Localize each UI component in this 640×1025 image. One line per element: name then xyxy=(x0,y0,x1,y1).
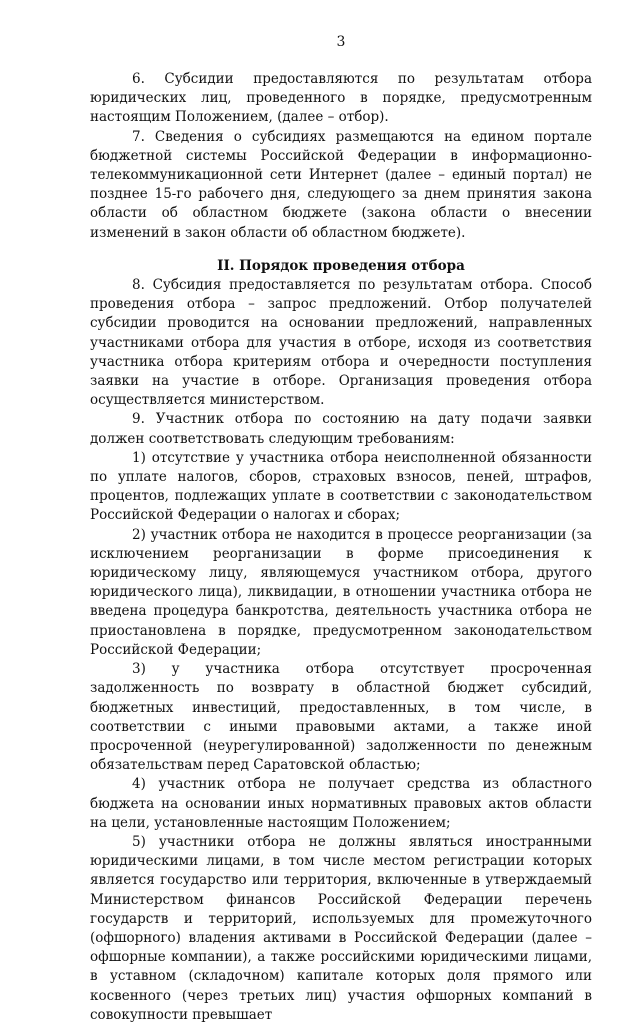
paragraph-7: 7. Сведения о субсидиях размещаются на едином портале бюджетной системы Российской Федерации в информационно-телекоммуникационной сети Интернет (далее – единый портал) не позднее 15-го рабочего дня, следующего за днем принятия закона области об областном бюджете (закона области о внесении изменений в закон области об областном бюджете). xyxy=(90,128,592,241)
requirement-2: 2) участник отбора не находится в процессе реорганизации (за исключением реорганизации в форме присоединения к юридическому лицу, являющемуся участником отбора, другого юридического лица), ликвидации, в отношении участника отбора не введена процедура банкротства, деятельность участника отбора не приостановлена в порядке, предусмотренном законодательством Российской Федерации; xyxy=(90,526,592,658)
page-number: 3 xyxy=(336,34,346,50)
paragraph-8: 8. Субсидия предоставляется по результатам отбора. Способ проведения отбора – запрос предложений. Отбор получателей субсидии проводится на основании предложений, направленных участниками отбора для участия в отборе, исходя из соответствия участника отбора критериям отбора и очередности поступления заявки на участие в отборе. Организация проведения отбора осуществляется министерством. xyxy=(90,277,592,409)
requirement-5: 5) участники отбора не должны являться иностранными юридическими лицами, в том числе местом регистрации которых является государство или территория, включенные в утверждаемый Министерством финансов Российской Федерации перечень государств и территорий, используемых для промежуточного (офшорного) владения активами в Российской Федерации (далее – офшорные компании), а также российскими юридическими лицами, в уставном (складочном) капитале которых доля прямого или косвенного (через третьих лиц) участия офшорных компаний в совокупности превышает xyxy=(90,833,592,1023)
requirement-1: 1) отсутствие у участника отбора неисполненной обязанности по уплате налогов, сборов, страховых взносов, пеней, штрафов, процентов, подлежащих уплате в соответствии с законодательством Российской Федерации о налогах и сборах; xyxy=(90,449,592,524)
requirement-4: 4) участник отбора не получает средства из областного бюджета на основании иных нормативных правовых актов области на цели, установленные настоящим Положением; xyxy=(90,776,592,831)
section-heading: II. Порядок проведения отбора xyxy=(217,257,465,274)
paragraph-6: 6. Субсидии предоставляются по результатам отбора юридических лиц, проведенного в порядке, предусмотренным настоящим Положением, (далее – отбор). xyxy=(90,71,592,126)
paragraph-9: 9. Участник отбора по состоянию на дату подачи заявки должен соответствовать следующим требованиям: xyxy=(90,411,592,447)
requirement-3: 3) у участника отбора отсутствует просроченная задолженность по возврату в областной бюджет субсидий, бюджетных инвестиций, предоставленных, в том числе, в соответствии с иными правовыми актами, а также иной просроченной (неурегулированной) задолженности по денежным обязательствам перед Саратовской областью; xyxy=(90,661,592,774)
